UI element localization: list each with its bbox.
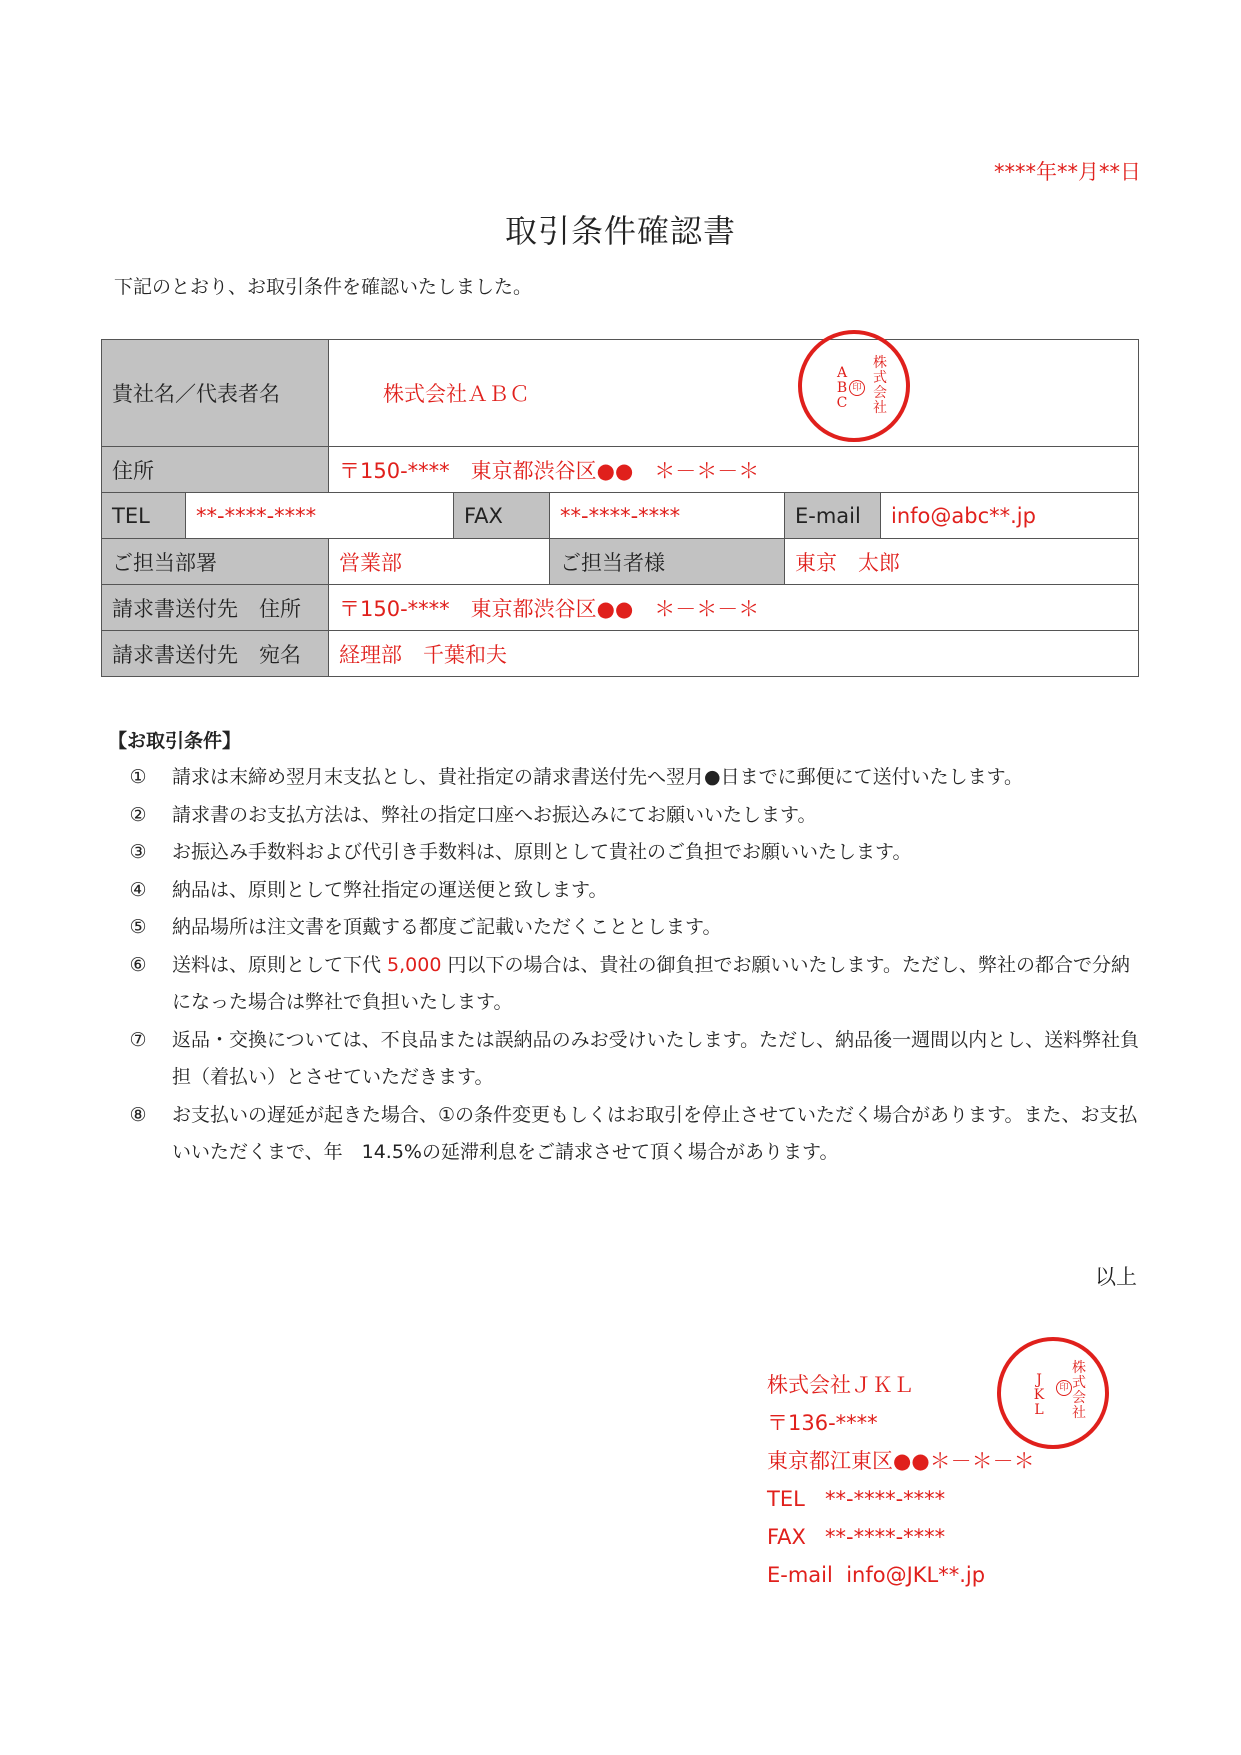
sender-address: 東京都江東区●●＊－＊－＊ — [767, 1449, 1035, 1473]
tel-label: TEL — [102, 493, 186, 539]
sender-email: info@JKL**.jp — [846, 1563, 986, 1587]
company-seal-abc — [798, 330, 910, 442]
seal-abc-mark: 印 — [849, 380, 865, 396]
intro-text: 下記のとおり、お取引条件を確認いたしました。 — [114, 276, 533, 298]
row-company — [102, 340, 1139, 447]
term-text: 納品場所は注文書を頂戴する都度ご記載いただくこととします。 — [172, 916, 722, 938]
term-number: ④ — [129, 878, 147, 901]
invoice-name-label: 請求書送付先 宛名 — [102, 631, 329, 677]
term-text: 納品は、原則として弊社指定の運送便と致します。 — [172, 878, 608, 901]
address-label: 住所 — [102, 447, 329, 493]
invoice-address-label: 請求書送付先 住所 — [102, 585, 329, 631]
row-department — [102, 539, 1139, 585]
term-text: お支払いの遅延が起きた場合、①の条件変更もしくはお取引を停止させていただく場合があります。また、お支払いいただくまで、年 14.5%の延滞利息をご請求させて頂く場合があります。 — [172, 1103, 1138, 1163]
person-value: 東京 太郎 — [785, 539, 1139, 585]
term-text: 請求は末締め翌月末支払とし、貴社指定の請求書送付先へ翌月●日までに郵便にて送付いたします。 — [172, 766, 1024, 788]
sender-fax-line — [767, 1518, 1035, 1556]
term-number: ① — [129, 766, 147, 788]
company-value-cell — [329, 340, 1139, 447]
sender-tel: **-****-**** — [825, 1487, 946, 1511]
row-address — [102, 447, 1139, 493]
terms-heading: 【お取引条件】 — [108, 730, 242, 752]
term-number: ⑧ — [129, 1103, 147, 1126]
term-text: 返品・交換については、不良品または誤納品のみお受けいたします。ただし、納品後一週間以内とし、送料弊社負担（着払い）とさせていただきます。 — [172, 1028, 1140, 1088]
term-text — [172, 947, 1140, 1022]
sender-email-line — [767, 1556, 1035, 1594]
email-label: E-mail — [785, 493, 881, 539]
seal-jkl-mark: 印 — [1056, 1380, 1072, 1396]
shipping-threshold-amount: 5,000 — [381, 953, 448, 976]
term-number: ⑥ — [129, 953, 147, 976]
seal-abc-kanji: 株式会社 — [873, 355, 887, 416]
email-value: info@abc**.jp — [881, 493, 1139, 539]
document-title: 取引条件確認書 — [504, 212, 736, 250]
fax-label: FAX — [454, 493, 550, 539]
sender-company: 株式会社ＪＫＬ — [767, 1373, 914, 1397]
term-text: お振込み手数料および代引き手数料は、原則として貴社のご負担でお願いいたします。 — [172, 841, 912, 863]
sender-fax: **-****-**** — [825, 1525, 946, 1549]
sender-block — [767, 1366, 1035, 1594]
sender-tel-line — [767, 1480, 1035, 1518]
department-label: ご担当部署 — [102, 539, 329, 585]
term-text: 請求書のお支払方法は、弊社の指定口座へお振込みにてお願いいたします。 — [172, 803, 817, 826]
sender-postal: 〒136-**** — [767, 1411, 878, 1435]
invoice-address-value: 〒150-**** 東京都渋谷区●● ＊－＊－＊ — [329, 585, 1139, 631]
company-seal-jkl — [997, 1337, 1109, 1449]
customer-info-table — [101, 339, 1139, 677]
term-number: ⑦ — [129, 1028, 147, 1051]
closing-mark: 以上 — [1095, 1265, 1137, 1289]
person-label: ご担当者様 — [550, 539, 785, 585]
row-invoice-address — [102, 585, 1139, 631]
term-number: ③ — [129, 841, 147, 863]
terms-section — [104, 726, 1144, 1172]
term-text-pre: 送料は、原則として下代 — [172, 953, 382, 976]
row-invoice-name — [102, 631, 1139, 677]
term-number: ② — [129, 803, 147, 826]
term-text-post: 円以下の場合は、貴社の御負担でお願いいたします。ただし、弊社の都合で分納になった場合は弊社で負担いたします。 — [172, 953, 1130, 1013]
seal-jkl-letters: JKL — [1033, 1372, 1045, 1418]
document-date: ****年**月**日 — [994, 160, 1141, 184]
address-value: 〒150-**** 東京都渋谷区●● ＊－＊－＊ — [329, 447, 1139, 493]
term-item — [104, 834, 1144, 872]
sender-tel-label: TEL — [767, 1487, 805, 1511]
term-item — [104, 909, 1144, 947]
seal-jkl-kanji: 株式会社 — [1072, 1360, 1086, 1421]
invoice-name-value: 経理部 千葉和夫 — [329, 631, 1139, 677]
term-item — [104, 759, 1144, 797]
company-value: 株式会社ＡＢＣ — [383, 382, 530, 406]
row-contact — [102, 493, 1139, 539]
tel-value: **-****-**** — [186, 493, 454, 539]
company-label: 貴社名／代表者名 — [102, 340, 329, 447]
seal-abc-letters: ABC — [836, 365, 848, 411]
term-number: ⑤ — [129, 916, 147, 938]
term-item — [104, 947, 1144, 1022]
term-item — [104, 1022, 1144, 1097]
term-item — [104, 872, 1144, 910]
term-item — [104, 1097, 1144, 1172]
term-item — [104, 797, 1144, 835]
sender-email-label: E-mail — [767, 1563, 833, 1587]
sender-fax-label: FAX — [767, 1525, 806, 1549]
department-value: 営業部 — [329, 539, 550, 585]
fax-value: **-****-**** — [550, 493, 785, 539]
